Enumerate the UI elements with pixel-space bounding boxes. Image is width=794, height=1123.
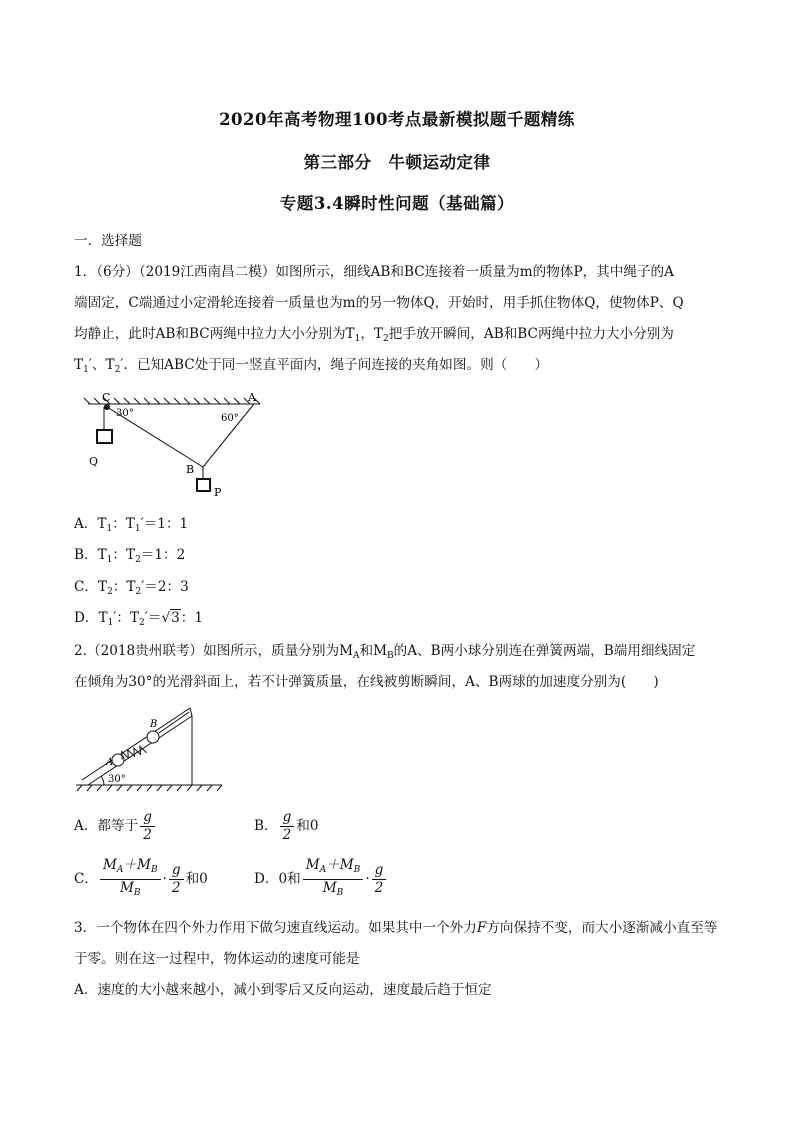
q2-option-d: D．0和 $\frac{M_A+M_B}{M_B}$ · $\frac{g}{2}$	[254, 857, 388, 902]
document-title: 2020年高考物理100考点最新模拟题千题精练	[219, 110, 575, 129]
q2-line-2: 在倾角为30°的光滑斜面上，若不计弹簧质量，在线被剪断瞬间，A、B两球的加速度分别为( )	[74, 674, 659, 690]
angle-a: 60°	[221, 413, 239, 424]
label-b: B	[186, 463, 195, 476]
label-p: P	[214, 486, 222, 499]
q1-line-4: $T_1'$、$T_2'$．已知ABC处于同一竖直平面内，绳子间连接的夹角如图。则（ ）	[74, 357, 549, 375]
q1-option-b: B．$T_1$：$T_2=1$：2	[74, 547, 186, 565]
block-p	[197, 479, 210, 491]
q1-option-d: D．$T_1'$：$T_2'=√3$：1	[74, 610, 204, 628]
sqrt-icon: √3	[161, 610, 180, 626]
part-title: 第三部分 牛顿运动定律	[303, 153, 491, 172]
label-ball-b: B	[150, 719, 158, 730]
angle-arc	[101, 776, 104, 785]
q3-line-1: 3．一个物体在四个外力作用下做匀速直线运动。如果其中一个外力F方向保持不变，而大小逐渐减小直至等	[74, 920, 718, 936]
q1-line-1: 1．（6分）（2019江西南昌二模）如图所示，细线AB和BC连接着一质量为m的物体P，其中绳子的A	[74, 264, 674, 280]
incline-top	[82, 708, 190, 780]
fraction: $\frac{M_A+M_B}{M_B}$	[303, 857, 364, 902]
fraction: $\frac{g}{2}$	[372, 862, 387, 897]
fraction: $\frac{g}{2}$	[280, 809, 295, 844]
q1-option-c: C．$T_2$：$T_2'=2$：3	[74, 579, 189, 597]
angle-label: 30°	[108, 774, 126, 785]
label-a: A	[248, 391, 256, 404]
ball-b	[147, 731, 159, 743]
q1-line-2: 端固定，C端通过小定滑轮连接着一质量也为m的另一物体Q，开始时，用手抓住物体Q，使物体P、Q	[74, 295, 684, 311]
q2-option-b: B． $\frac{g}{2}$ 和0	[254, 809, 319, 843]
label-c: C	[102, 391, 111, 404]
q1-line-3: 均静止，此时AB和BC两绳中拉力大小分别为$T_1$，$T_2$把手放开瞬间，AB和BC两绳中拉力大小分别为	[74, 326, 674, 344]
label-q: Q	[89, 455, 99, 468]
section-label: 一．选择题	[74, 233, 142, 249]
q3-line-2: 于零。则在这一过程中，物体运动的速度可能是	[74, 951, 360, 967]
q2-option-a: A．都等于 $\frac{g}{2}$	[74, 809, 157, 844]
fraction: $\frac{M_A+M_B}{M_B}$	[100, 857, 161, 902]
fraction: $\frac{g}{2}$	[140, 809, 155, 844]
q1-option-a: A．$T_1$：$T_1'=1$：1	[74, 516, 189, 534]
thread	[159, 712, 189, 733]
topic-title: 专题3.4瞬时性问题（基础篇）	[279, 194, 515, 213]
ground	[76, 785, 222, 791]
q2-line-1: 2.（2018贵州联考）如图所示，质量分别为$M_A$和$M_B$的A、B两小球分别连在弹簧两端，B端用细线固定	[74, 643, 696, 661]
q2-option-c: C． $\frac{M_A+M_B}{M_B}$ · $\frac{g}{2}$ 和0	[74, 857, 208, 902]
fraction: $\frac{g}{2}$	[169, 862, 184, 897]
label-ball-a: A	[106, 757, 114, 768]
block-q	[97, 430, 112, 443]
q3-option-a: A．速度的大小越来越小，减小到零后又反向运动，速度最后趋于恒定	[74, 982, 492, 998]
q1-figure	[80, 388, 270, 500]
q2-figure	[74, 702, 224, 794]
angle-c: 30°	[116, 408, 134, 419]
